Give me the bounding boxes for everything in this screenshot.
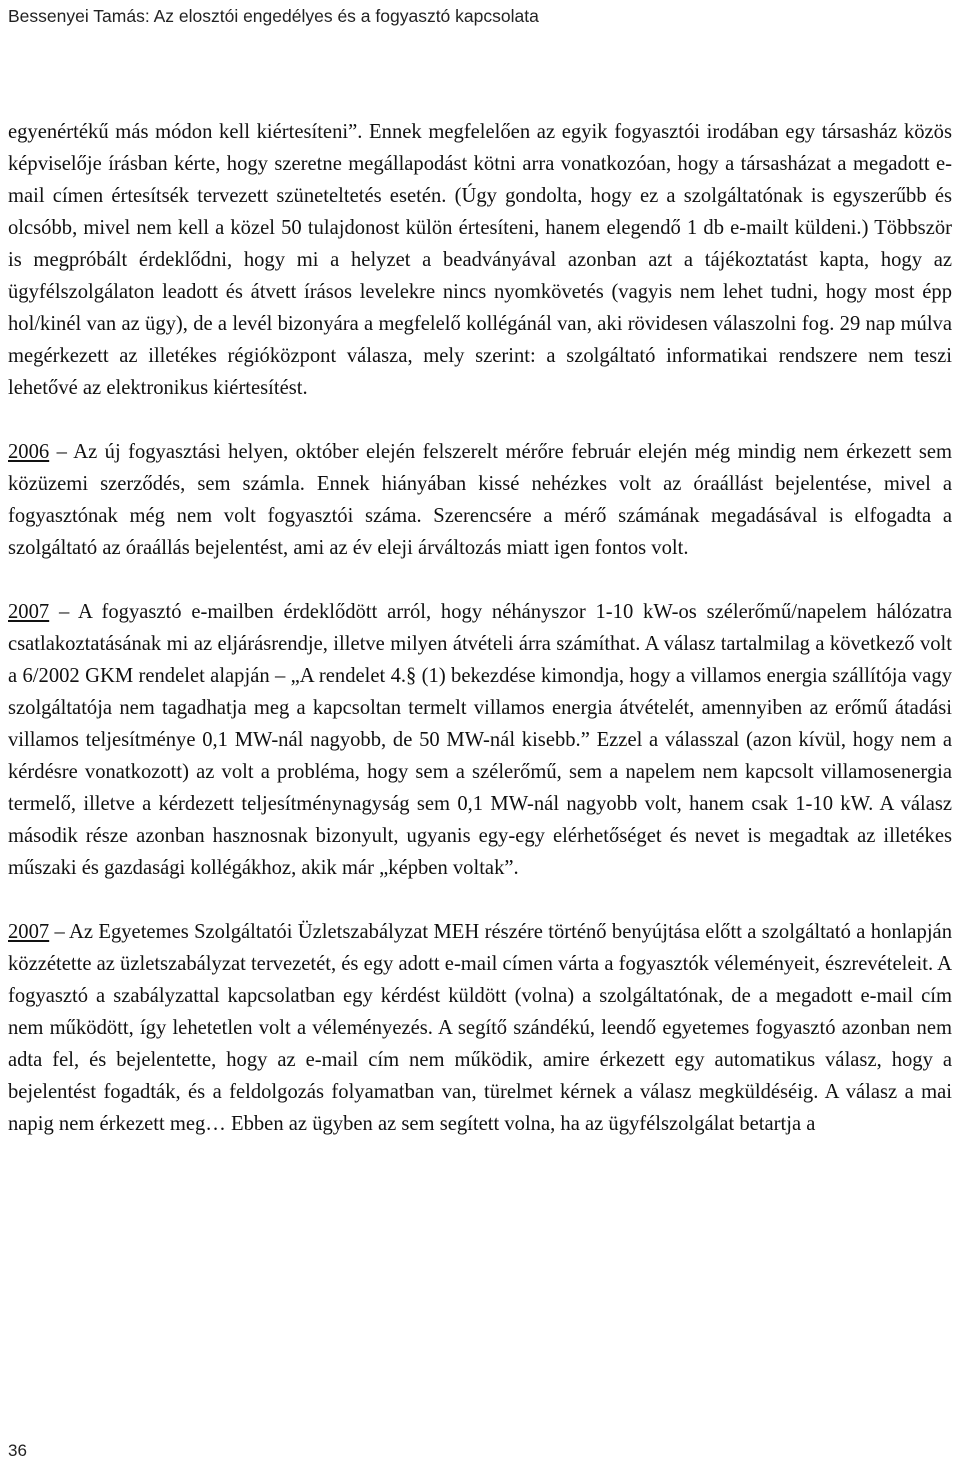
paragraph-text: egyenértékű más módon kell kiértesíteni”. Ennek megfelelően az egyik fogyasztói irodában egy társasház közös képviselője írásban kérte, hogy szeretne megállapodást kötni arra vonatkozóan, hogy a társasházat a megadott e-mail címen értesítsék tervezett szüneteltetés esetén. (Úgy gondolta, hogy ez a szolgáltatónak is egyszerűbb és olcsóbb, mivel nem kell a közel 50 tulajdonost külön értesíteni, hanem elegendő 1 db e-mailt küldeni.) Többször is megpróbált érdeklődni, hogy mi a helyzet a beadványával azonban azt a tájékoztatást kapta, hogy az ügyfélszolgálaton leadott és átvett írásos levelekre nincs nyomkövetés (vagyis nem lehet tudni, hogy most épp hol/kinél van az ügy), de a levél bizonyára a megfelelő kollégánál van, aki rövidesen válaszolni fog. 29 nap múlva megérkezett az illetékes régióközpont válasza, mely szerint: a szolgáltató informatikai rendszere nem teszi lehetővé az elektronikus kiértesítést.	[8, 121, 952, 399]
paragraph-2007-b	[8, 916, 952, 1140]
running-header: Bessenyei Tamás: Az elosztói engedélyes és a fogyasztó kapcsolata	[8, 6, 539, 26]
paragraph-text: – Az Egyetemes Szolgáltatói Üzletszabályzat MEH részére történő benyújtása előtt a szolgáltató a honlapján közzétette az üzletszabályzat tervezetét, és egy adott e-mail címen várta a fogyasztók véleményeit, észrevételeit. A fogyasztó a szabályzattal kapcsolatban egy kérdést küldött (volna) a szolgáltatónak, de a megadott e-mail cím nem működött, így lehetetlen volt a véleményezés. A segítő szándékú, leendő egyetemes fogyasztó azonban nem adta fel, és bejelentette, hogy az e-mail cím nem működik, amire érkezett egy automatikus válasz, hogy a bejelentést fogadták, és a feldolgozás folyamatban van, türelmet kérnek a válasz megküldéséig. A válasz a mai napig nem érkezett meg… Ebben az ügyben az sem segített volna, ha az ügyfélszolgálat betartja a	[8, 921, 952, 1135]
year-label: 2007	[8, 601, 50, 623]
paragraph-intro	[8, 116, 952, 404]
paragraph-text: – Az új fogyasztási helyen, október elején felszerelt mérőre február elején még mindig nem érkezett sem közüzemi szerződés, sem számla. Ennek hiányában kissé nehézkes volt az óraállást bejelentése, mivel a fogyasztónak még nem volt fogyasztói száma. Szerencsére a mérő számának megadásával is elfogadta a szolgáltató az óraállás bejelentést, ami az év eleji árváltozás miatt igen fontos volt.	[8, 441, 952, 559]
year-label: 2007	[8, 921, 50, 943]
page-number: 36	[8, 1441, 27, 1460]
paragraph-2006	[8, 436, 952, 564]
year-label: 2006	[8, 441, 50, 463]
page-body	[8, 116, 952, 1140]
paragraph-2007-a	[8, 596, 952, 884]
paragraph-text: – A fogyasztó e-mailben érdeklődött arról, hogy néhányszor 1-10 kW-os szélerőmű/napelem hálózatra csatlakoztatásának mi az eljárásrendje, illetve milyen átvételi árra számíthat. A válasz tartalmilag a következő volt a 6/2002 GKM rendelet alapján – „A rendelet 4.§ (1) bekezdése kimondja, hogy a villamos energia szállítója vagy szolgáltatója nem tagadhatja meg a kapcsoltan termelt villamos energia átvételét, amennyiben az erőmű átadási villamos teljesítménye 0,1 MW-nál nagyobb, de 50 MW-nál kisebb.” Ezzel a válasszal (azon kívül, hogy nem a kérdésre vonatkozott) az volt a probléma, hogy sem a szélerőmű, sem a napelem nem kapcsolt villamosenergia termelő, illetve a kérdezett teljesítménynagyság sem 0,1 MW-nál nagyobb volt, hanem csak 1-10 kW. A válasz második része azonban hasznosnak bizonyult, ugyanis egy-egy elérhetőséget és nevet is megadtak az illetékes műszaki és gazdasági kollégákhoz, akik már „képben voltak”.	[8, 601, 952, 879]
